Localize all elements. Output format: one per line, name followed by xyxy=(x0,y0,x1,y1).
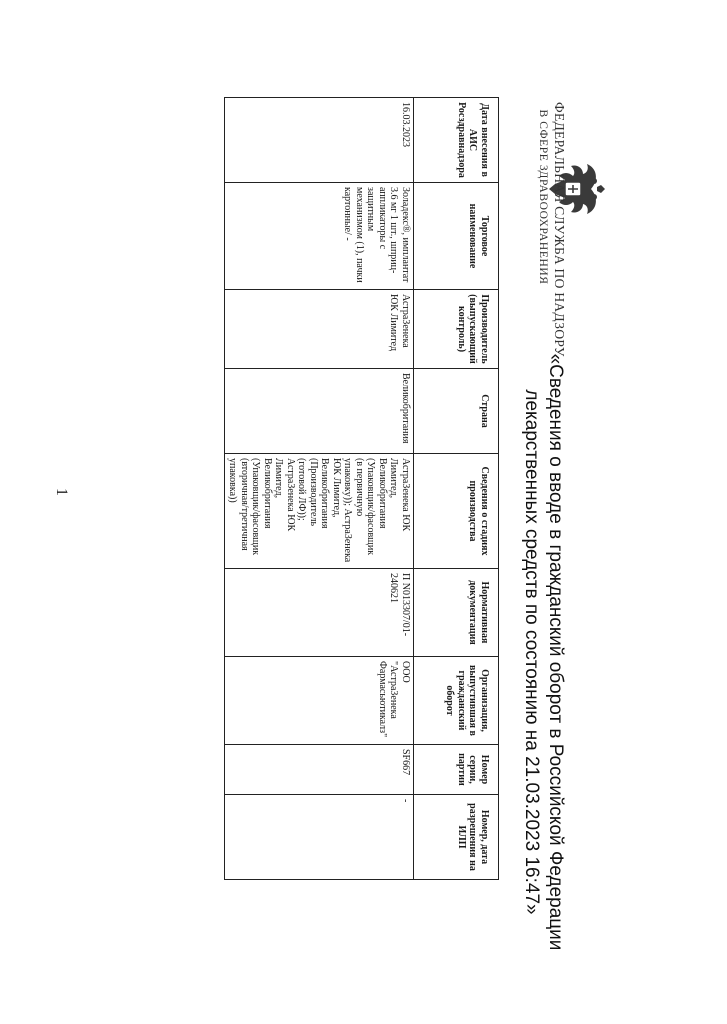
cell-permit: - xyxy=(225,795,414,880)
agency-line-2: В СФЕРЕ ЗДРАВООХРАНЕНИЯ xyxy=(537,109,549,285)
column-header-batch: Номер серии, партии xyxy=(414,745,499,795)
column-header-organization: Организация, выпустившая в гражданский оборот xyxy=(414,657,499,745)
cell-organization: ООО "АстраЗенека Фармасьютикалз" xyxy=(225,657,414,745)
column-header-date: Дата внесения в АИС Росздравнадзора xyxy=(414,98,499,183)
column-header-stages: Сведения о стадиях производства xyxy=(414,454,499,569)
page-number: 1 xyxy=(53,488,70,496)
cell-manufacturer: АстраЗенека ЮК Лимитед xyxy=(225,290,414,369)
cell-date: 16.03.2023 xyxy=(225,98,414,183)
cell-trade-name: Золадекс®, имплантат 3.6 мг 1 шт., шприц-аппликаторы с защитным механизмом (1), пачки картонные/ - xyxy=(225,183,414,290)
column-header-normative-doc: Нормативная документация xyxy=(414,569,499,657)
medicines-table xyxy=(224,97,499,880)
cell-country: Великобритания xyxy=(225,369,414,454)
column-header-manufacturer: Производитель (выпускающий контроль) xyxy=(414,290,499,369)
cell-batch: SF667 xyxy=(225,745,414,795)
table-header-row xyxy=(414,98,499,880)
table-row xyxy=(225,98,414,880)
agency-line-1: ФЕДЕРАЛЬНАЯ СЛУЖБА ПО НАДЗОРУ xyxy=(552,102,567,357)
column-header-country: Страна xyxy=(414,369,499,454)
cell-normative-doc: П N013307/01-240621 xyxy=(225,569,414,657)
document-title: «Сведения о вводе в гражданский оборот в Российской Федерации лекарственных средств по состоянию на 21.03.2023 16:47» xyxy=(521,353,566,951)
agency-name xyxy=(537,102,567,357)
cell-stages: АстраЗенека ЮК Лимитед, Великобритания (Упаковщик/фасовщик (в первичную упаковку)); АстраЗенека ЮК Лимитед, Великобритания (Производитель (готовой ЛФ)); АстраЗенека ЮК Лимитед, Великобритания (Упаковщик/фасовщик (вторичная/третичная упаковка)) xyxy=(225,454,414,569)
column-header-trade-name: Торговое наименование xyxy=(414,183,499,290)
column-header-permit: Номер, дата разрешения на ИЛП xyxy=(414,795,499,880)
